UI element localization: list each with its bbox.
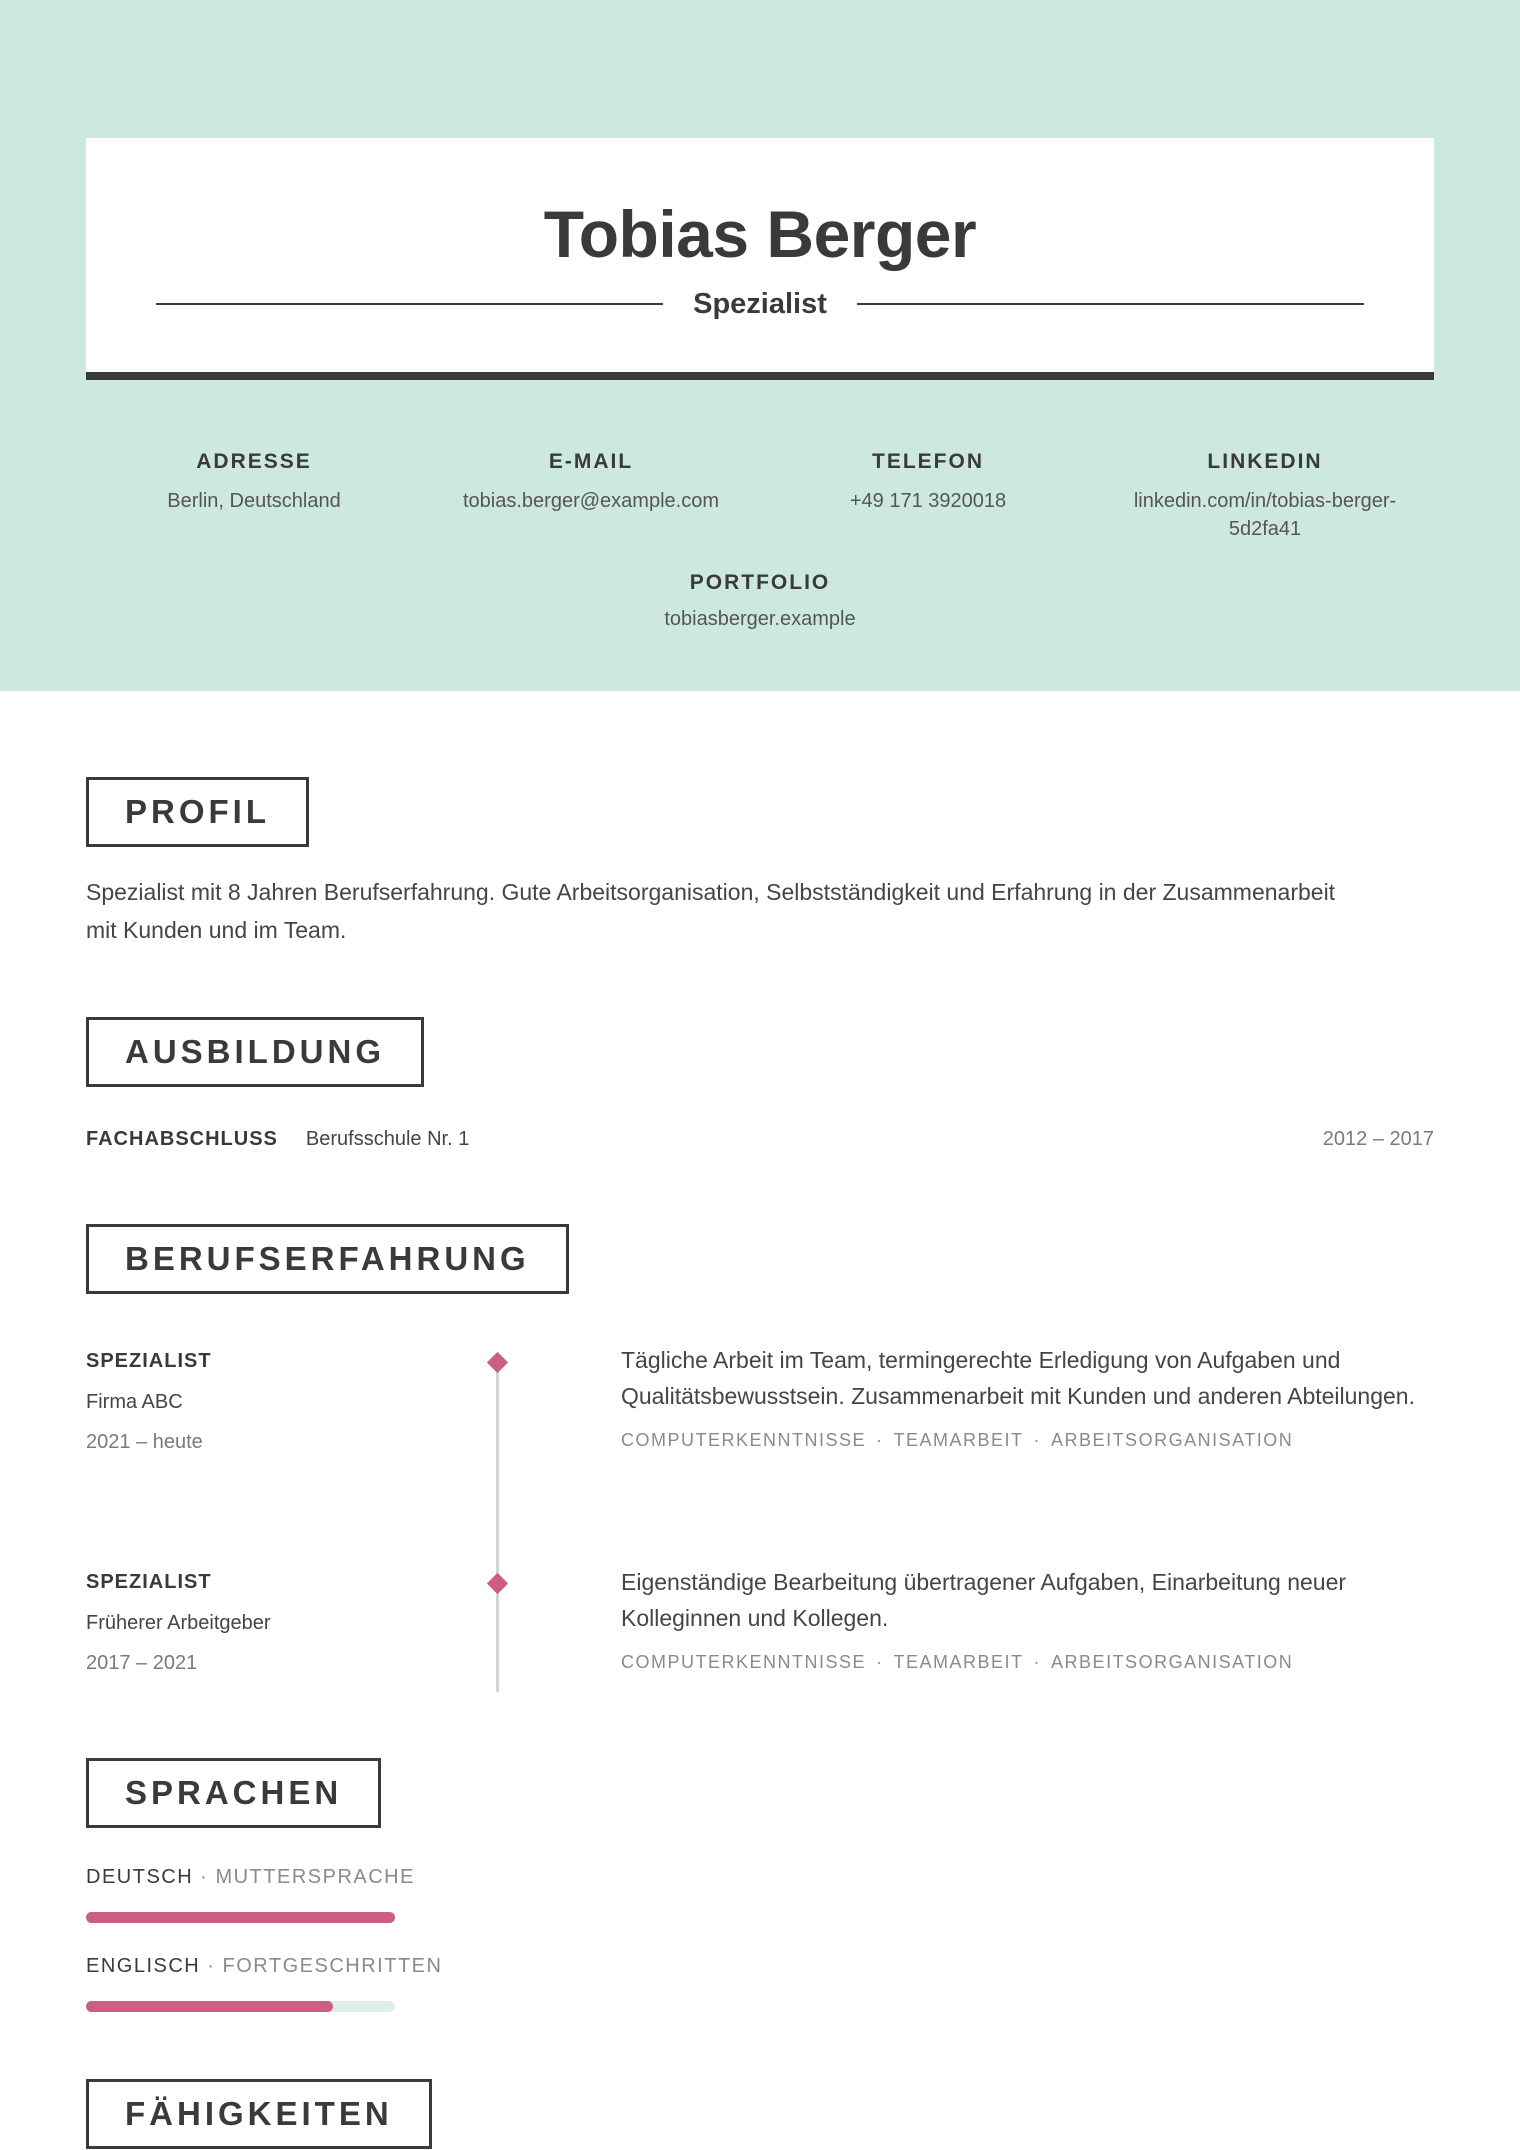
contact-value[interactable]: tobias.berger@example.com: [463, 490, 719, 512]
language-entry: [86, 1955, 442, 1978]
contact-portfolio: [610, 571, 910, 633]
job-meta: [86, 1571, 466, 1675]
section-heading-skills: FÄHIGKEITEN: [86, 2079, 432, 2149]
job-description: Tägliche Arbeit im Team, termingerechte Erledigung von Aufgaben und Qualitätsbewusstsein. Zusammenarbeit mit Kunden und anderen Abteilungen.: [621, 1347, 1415, 1409]
contact-phone: [808, 450, 1048, 515]
education-entry: [86, 1122, 1434, 1156]
job-details: [621, 1564, 1431, 1673]
skill-tag: ARBEITSORGANISATION: [1051, 1652, 1294, 1672]
language-bar-track: [86, 2001, 395, 2012]
language-bar-track: [86, 1912, 395, 1923]
contact-value: Berlin, Deutschland: [167, 490, 341, 512]
contact-label: E-MAIL: [548, 450, 634, 473]
section-heading-education: AUSBILDUNG: [86, 1017, 424, 1087]
contact-value[interactable]: +49 171 3920018: [849, 490, 1007, 512]
job-details: [621, 1342, 1431, 1451]
contact-linkedin: [1105, 450, 1425, 543]
language-level: MUTTERSPRACHE: [215, 1866, 415, 1888]
contact-label: ADRESSE: [196, 450, 312, 473]
job-years: 2017 – 2021: [86, 1652, 198, 1674]
contact-value[interactable]: linkedin.com/in/tobias-berger-5d2fa41: [1133, 490, 1397, 540]
section-heading-profile: PROFIL: [86, 777, 309, 847]
job-company: Firma ABC: [86, 1391, 183, 1413]
language-entry: [86, 1866, 415, 1889]
job-company: Früherer Arbeitgeber: [86, 1612, 271, 1634]
contact-label: LINKEDIN: [1207, 450, 1323, 473]
education-degree: FACHABSCHLUSS: [86, 1127, 278, 1150]
divider-right: [857, 303, 1364, 305]
education-school: Berufsschule Nr. 1: [305, 1127, 470, 1150]
timeline-line: [496, 1362, 499, 1692]
job-description: Eigenständige Bearbeitung übertragener Aufgaben, Einarbeitung neuer Kolleginnen und Kollegen.: [621, 1569, 1347, 1631]
job-tags: [621, 1430, 1431, 1451]
tag-separator: ·: [1033, 1430, 1042, 1450]
education-years: 2012 – 2017: [1322, 1127, 1434, 1150]
tag-separator: ·: [1033, 1652, 1042, 1672]
header-band: [0, 0, 1520, 691]
language-level: FORTGESCHRITTEN: [222, 1955, 443, 1977]
timeline-diamond-icon: [487, 1573, 508, 1594]
subtitle-row: [156, 284, 1364, 324]
contact-label: PORTFOLIO: [689, 571, 831, 594]
job-meta: [86, 1350, 466, 1454]
job-subtitle: Spezialist: [693, 287, 827, 320]
skill-tag: COMPUTERKENNTNISSE: [621, 1652, 867, 1672]
section-heading-languages: SPRACHEN: [86, 1758, 381, 1828]
job-tags: [621, 1652, 1431, 1673]
skill-tag: TEAMARBEIT: [893, 1430, 1024, 1450]
language-name: ENGLISCH: [86, 1955, 201, 1977]
skill-tag: COMPUTERKENNTNISSE: [621, 1430, 867, 1450]
job-title: SPEZIALIST: [86, 1350, 212, 1372]
profile-text: Spezialist mit 8 Jahren Berufserfahrung. Gute Arbeitsorganisation, Selbstständigkeit und Erfahrung in der Zusammenarbeit mit Kunden und im Team.: [86, 879, 1336, 943]
tag-separator: ·: [876, 1430, 884, 1450]
contact-address: [114, 450, 394, 515]
divider-left: [156, 303, 663, 305]
language-separator: ·: [200, 1955, 223, 1977]
tag-separator: ·: [876, 1652, 884, 1672]
contact-email: [441, 450, 741, 515]
person-name: Tobias Berger: [543, 197, 977, 271]
name-card: [86, 138, 1434, 380]
language-bar-fill: [86, 1912, 395, 1923]
language-name: DEUTSCH: [86, 1866, 194, 1888]
skill-tag: ARBEITSORGANISATION: [1051, 1430, 1294, 1450]
timeline-diamond-icon: [487, 1352, 508, 1373]
job-years: 2021 – heute: [86, 1431, 203, 1453]
section-heading-experience: BERUFSERFAHRUNG: [86, 1224, 569, 1294]
job-title: SPEZIALIST: [86, 1571, 212, 1593]
contact-label: TELEFON: [872, 450, 984, 473]
language-bar-fill: [86, 2001, 333, 2012]
contact-value[interactable]: tobiasberger.example: [664, 608, 856, 630]
language-separator: ·: [193, 1866, 216, 1888]
skill-tag: TEAMARBEIT: [893, 1652, 1024, 1672]
